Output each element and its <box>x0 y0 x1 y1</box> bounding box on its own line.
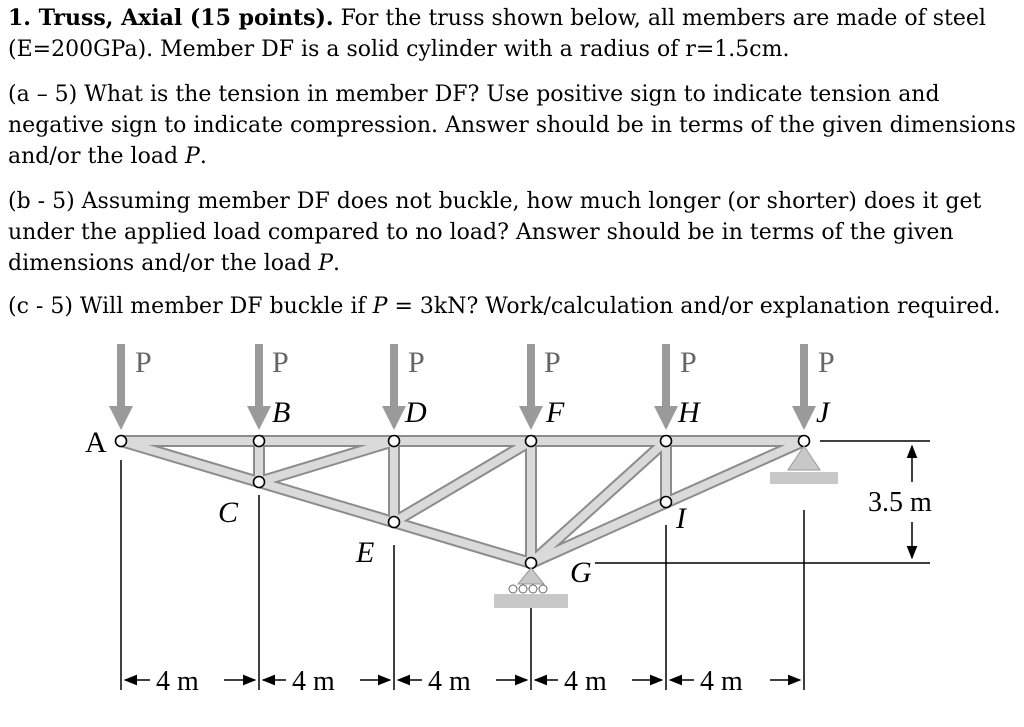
span-label: 4 m <box>156 666 199 697</box>
load-label: P <box>544 346 561 379</box>
part-c-label: (c - 5) <box>8 294 73 319</box>
load-arrow-icon <box>247 344 271 430</box>
load-arrow-icon <box>382 344 406 430</box>
node-label-j: J <box>816 396 830 429</box>
part-b <box>8 186 1018 279</box>
load-arrow-icon <box>109 344 133 430</box>
load-label: P <box>408 346 425 379</box>
joint-b <box>254 436 265 447</box>
joint-g <box>526 558 537 569</box>
node-label-e: E <box>356 536 375 569</box>
load-arrow-icon <box>519 344 543 430</box>
joint-h <box>661 436 672 447</box>
joint-j <box>799 436 810 447</box>
problem-title: 1. Truss, Axial (15 points). <box>8 5 334 31</box>
node-label-d: D <box>405 396 427 429</box>
node-label-h: H <box>678 396 700 429</box>
span-label: 4 m <box>292 666 335 697</box>
span-label: 4 m <box>700 666 743 697</box>
joint-f <box>526 436 537 447</box>
roller-support-icon <box>494 568 568 608</box>
span-label: 4 m <box>428 666 471 697</box>
node-label-f: F <box>546 396 565 429</box>
span-label: 4 m <box>564 666 607 697</box>
part-a-text: What is the tension in member DF? Use positive sign to indicate tension and negative sign to indicate compression. Answer should be in terms of the given dimensions and/or the load <box>8 82 1016 169</box>
load-label: P <box>272 346 289 379</box>
node-label-c: C <box>218 496 239 529</box>
load-label: P <box>818 346 835 379</box>
joint-c <box>254 477 265 488</box>
load-arrows <box>109 344 816 430</box>
joint-i <box>661 497 672 508</box>
problem-intro: For the truss shown below, all members are made of steel (E=200GPa). Member DF is a solid cylinder with a radius of r=1.5cm. <box>8 6 986 62</box>
part-b-end: . <box>333 251 341 276</box>
part-a-load: P <box>185 144 200 169</box>
part-c <box>8 291 1018 322</box>
part-a-end: . <box>199 144 207 169</box>
part-c-load: P <box>372 294 388 319</box>
height-label: 3.5 m <box>868 487 932 518</box>
load-label: P <box>135 346 152 379</box>
load-arrow-icon <box>792 344 816 430</box>
truss-figure <box>0 330 1024 727</box>
load-arrow-icon <box>654 344 678 430</box>
load-label: P <box>680 346 697 379</box>
part-b-load: P <box>318 251 334 276</box>
node-label-b: B <box>272 396 291 429</box>
part-a-label: (a – 5) <box>8 82 78 107</box>
part-a <box>8 79 1018 172</box>
node-label-i: I <box>676 502 686 535</box>
part-b-label: (b - 5) <box>8 189 75 214</box>
part-b-text: Assuming member DF does not buckle, how much longer (or shorter) does it get under the applied load compared to no load? Answer should be in terms of the given dimensions and/or the load <box>8 189 982 276</box>
joint-e <box>389 517 400 528</box>
part-c-text-2: = 3kN? Work/calculation and/or explanation required. <box>394 294 1001 319</box>
problem-statement <box>8 3 1018 65</box>
joint-a <box>116 436 127 447</box>
node-label-a: A <box>85 426 107 459</box>
node-label-g: G <box>570 556 592 589</box>
part-c-text: Will member DF buckle if <box>79 294 366 319</box>
joint-d <box>389 436 400 447</box>
